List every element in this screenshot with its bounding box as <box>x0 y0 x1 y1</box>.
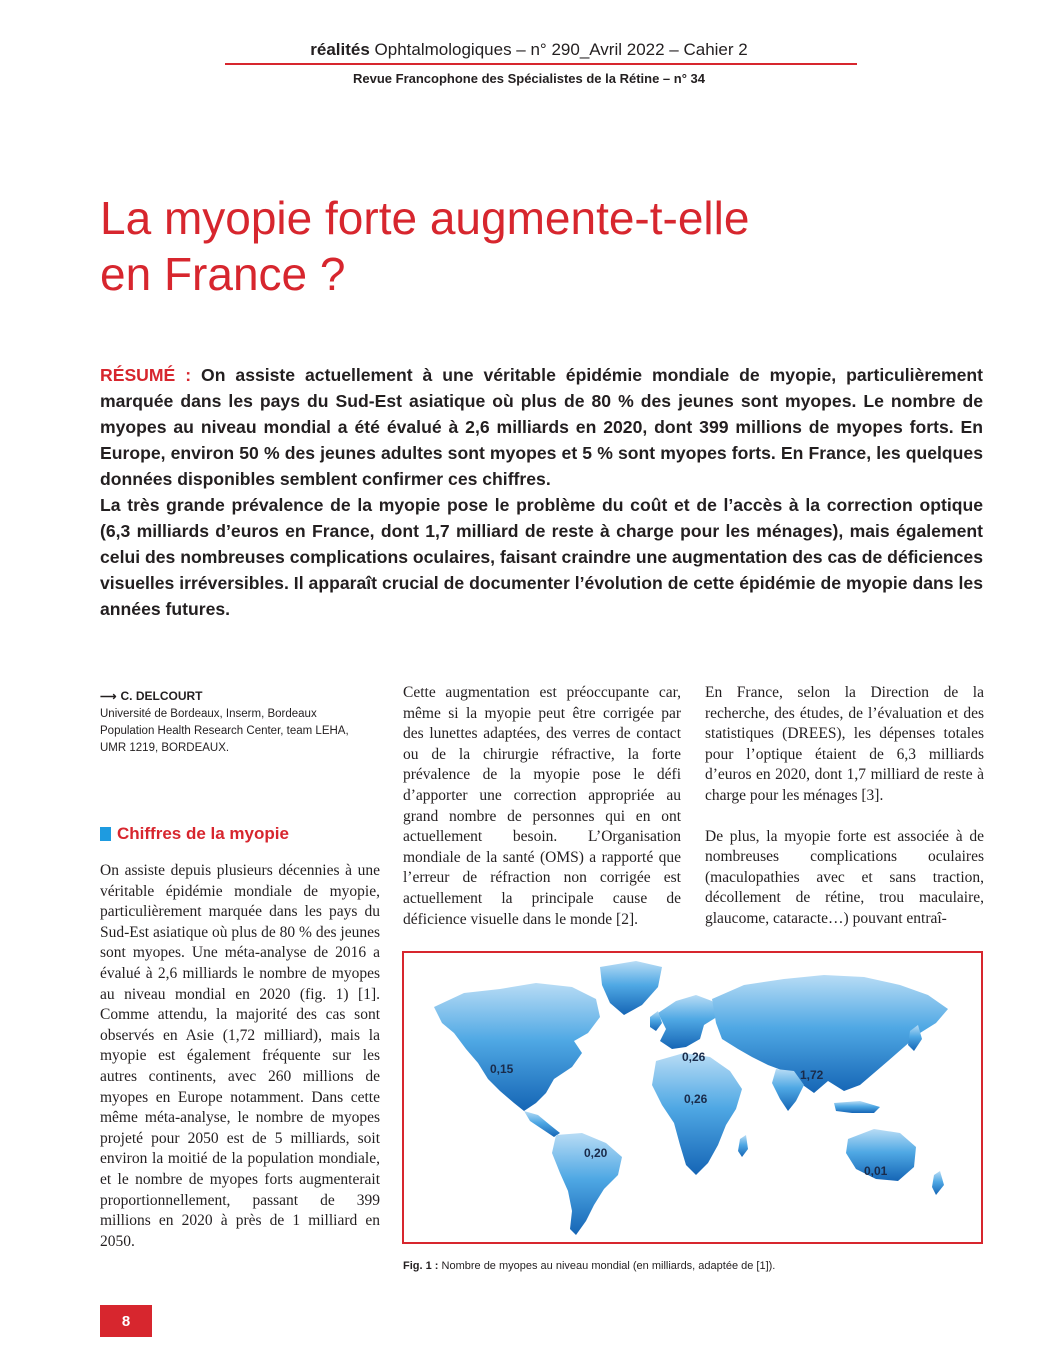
affiliation-line-2: Population Health Research Center, team LEHA, <box>100 725 349 737</box>
abstract-paragraph-2: La très grande prévalence de la myopie pose le problème du coût et de l’accès à la correction optique (6,3 milliards d’euros en France, dont 1,7 milliard de reste à charge pour les ménages), mais également celui des nombreuses complications oculaires, faisant craindre une augmentation des cas de déficiences visuelles irréversibles. Il apparaît crucial de documenter l’évolution de cette épidémie de myopie dans les années futures. <box>100 495 983 619</box>
label-south-america: 0,20 <box>584 1146 608 1160</box>
body-column-1 <box>100 861 380 1252</box>
affiliation-line-3: UMR 1219, BORDEAUX. <box>100 742 230 754</box>
greenland-shape <box>600 961 662 1015</box>
caption-label: Fig. 1 : <box>403 1260 439 1272</box>
abstract <box>100 362 983 622</box>
world-map-icon <box>404 953 981 1242</box>
section-heading-text: Chiffres de la myopie <box>117 824 289 843</box>
body-column-3 <box>705 683 984 930</box>
label-europe: 0,26 <box>682 1050 706 1064</box>
author-block <box>100 688 370 757</box>
label-asia: 1,72 <box>800 1068 824 1082</box>
title-line-1: La myopie forte augmente-t-elle <box>100 192 750 244</box>
journal-subtitle: Revue Francophone des Spécialistes de la Rétine – n° 34 <box>353 71 705 86</box>
arrow-icon: ⟶ <box>100 691 117 703</box>
journal-issue: Ophtalmologiques – n° 290_Avril 2022 – Cahier 2 <box>374 40 748 59</box>
figure-caption <box>403 1260 775 1272</box>
header-divider <box>225 63 857 65</box>
africa-shape <box>652 1053 742 1175</box>
label-africa: 0,26 <box>684 1092 708 1106</box>
body-paragraph: De plus, la myopie forte est associée à de nombreuses complications oculaires (maculopathies avec et sans traction, décollement de rétine, trou maculaire, glaucome, cataracte…) pouvant entraî- <box>705 827 984 927</box>
article-title <box>100 190 1000 302</box>
author-name-line <box>100 688 370 706</box>
square-bullet-icon <box>100 827 111 841</box>
label-oceania: 0,01 <box>864 1164 888 1178</box>
running-header <box>0 40 1058 60</box>
body-paragraph: On assiste depuis plusieurs décennies à une véritable épidémie mondiale de myopie, particulièrement marquée dans les pays du Sud-Est asiatique où plus de 80 % des jeunes sont myopes. Une méta-analyse de 2016 a évalué à 2,6 milliards le nombre de myopes au niveau mondial en 2020 (fig. 1) [1]. Comme attendu, la majorité des cas sont observés en Asie (1,72 milliard), mais la myopie est également fréquente sur les autres continents, avec 260 millions de myopes en Europe notamment. Dans cette même méta-analyse, le nombre de myopes projeté pour 2050 est de 5 milliards, soit environ la moitié de la population mondiale, et le nombre de myopes forts augmenterait proportionnellement, passant de 399 millions en 2020 à près de 1 milliard en 2050. <box>100 862 380 1250</box>
abstract-text-1: On assiste actuellement à une véritable épidémie mondiale de myopie, particulièrement marquée dans les pays du Sud-Est asiatique où plus de 80 % des jeunes sont myopes. Le nombre de myopes au niveau mondial a été évalué à 2,6 milliards en 2020, dont 399 millions de myopes forts. En Europe, environ 50 % des jeunes adultes sont myopes et 5 % sont myopes forts. En France, les quelques données disponibles semblent confirmer ces chiffres. <box>100 365 983 489</box>
indonesia-shape <box>834 1101 880 1113</box>
section-heading <box>100 824 289 844</box>
central-america-shape <box>524 1111 560 1137</box>
abstract-paragraph-1 <box>100 362 983 492</box>
affiliation-line-1: Université de Bordeaux, Inserm, Bordeaux <box>100 708 317 720</box>
caption-text: Nombre de myopes au niveau mondial (en milliards, adaptée de [1]). <box>438 1260 776 1272</box>
body-paragraph: Cette augmentation est préoccupante car, même si la myopie peut être corrigée par des lunettes adaptées, des verres de contact ou de la chirurgie réfractive, la forte prévalence de la myopie pose le défi d’apporter une correction appropriée au grand nombre de personnes qui en ont actuellement besoin. L’Organisation mondiale de la santé (OMS) a rapporté que l’erreur de réfraction non corrigée est actuellement la principale cause de déficience visuelle dans le monde [2]. <box>403 684 681 928</box>
body-column-2 <box>403 683 681 930</box>
abstract-label: RÉSUMÉ : <box>100 365 192 385</box>
title-line-2: en France ? <box>100 248 346 300</box>
madagascar-shape <box>738 1135 748 1157</box>
figure-world-map <box>402 951 983 1244</box>
europe-shape <box>658 995 720 1049</box>
journal-brand: réalités <box>310 40 370 59</box>
north-america-shape <box>434 983 600 1111</box>
label-north-america: 0,15 <box>490 1062 514 1076</box>
body-paragraph: En France, selon la Direction de la recherche, des études, de l’évaluation et des statistiques (DREES), les dépenses totales pour l’optique étaient de 6,3 milliards d’euros en 2020, dont 1,7 milliard de reste à charge pour les ménages [3]. <box>705 684 984 804</box>
new-zealand-shape <box>932 1171 944 1195</box>
author-name: C. DELCOURT <box>120 689 203 703</box>
page-number: 8 <box>100 1305 152 1337</box>
